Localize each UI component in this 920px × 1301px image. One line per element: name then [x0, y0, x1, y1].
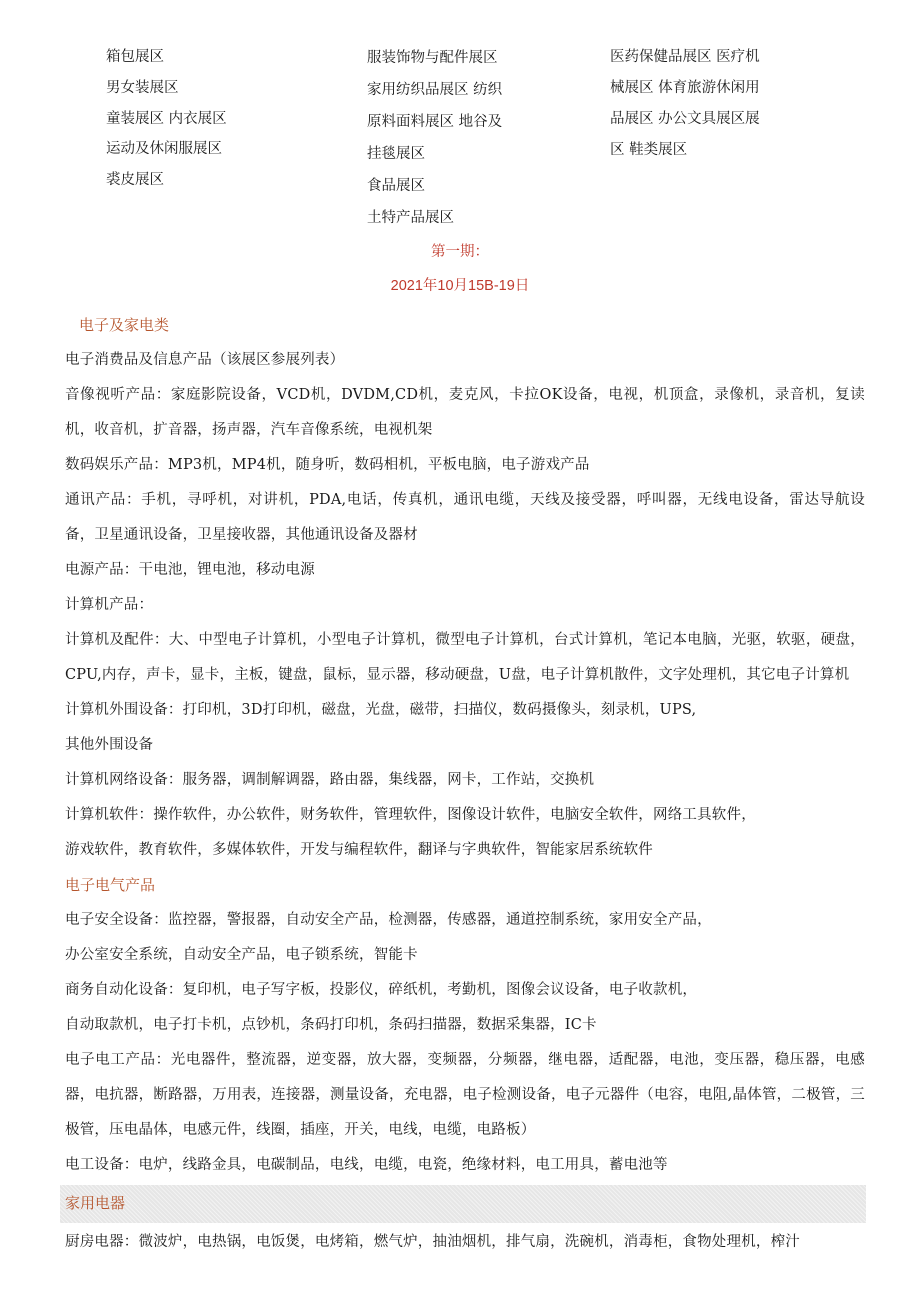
section-heading-appliances: 家用电器	[60, 1185, 866, 1223]
phase-title: 第一期：	[431, 244, 489, 260]
zone-line: 箱包展区	[106, 49, 164, 65]
zone-column-3	[610, 42, 760, 166]
zone-line: 土特产品展区	[367, 210, 454, 226]
paragraph-software-line-1: 计算机软件：操作软件，办公软件，财务软件，管理软件，图像设计软件，电脑安全软件，网络工具软件，	[65, 807, 756, 823]
zone-line: 童装展区 内衣展区	[106, 110, 227, 127]
zone-line: 男女装展区	[106, 79, 179, 96]
paragraph-peripherals-line-2: 其他外围设备	[65, 737, 154, 753]
zone-column-1	[106, 42, 227, 196]
paragraph-security-line-1: 电子安全设备：监控器，警报器，自动安全产品，检测器，传感器，通道控制系统，家用安全产品，	[65, 912, 712, 928]
paragraph-software-line-2: 游戏软件，教育软件，多媒体软件，开发与编程软件，翻译与字典软件，智能家居系统软件	[65, 842, 653, 858]
paragraph-security-line-2: 办公室安全系统，自动安全产品，电子锁系统，智能卡	[65, 947, 418, 963]
paragraph-peripherals-line-1: 计算机外围设备：打印机，3D打印机，磁盘，光盘，磁带，扫描仪，数码摄像头，刻录机，UPS,	[65, 702, 697, 718]
zone-line: 原料面料展区 地谷及	[367, 114, 503, 130]
paragraph-kitchen-appliances: 厨房电器：微波炉，电热锅，电饭煲，电烤箱，燃气炉，抽油烟机，排气扇，洗碗机，消毒柜，食物处理机，榨汁	[65, 1234, 800, 1250]
zone-line: 品展区 办公文具展区展	[610, 111, 760, 127]
zone-line: 械展区 体育旅游休闲用	[610, 80, 760, 96]
paragraph-computer-parts: 计算机及配件：大、中型电子计算机，小型电子计算机，微型电子计算机，台式计算机，笔记本电脑，光驱，软驱，硬盘，CPU,内存，声卡，显卡，主板，键盘，鼠标，显示器，移动硬盘，U盘，电子计算机散件，文字处理机，其它电子计算机	[65, 632, 865, 683]
phase-dates: 2021年10月15B-19日	[390, 278, 530, 294]
paragraph-digital-products: 数码娱乐产品：MP3机，MP4机，随身听，数码相机，平板电脑，电子游戏产品	[65, 457, 590, 473]
zone-line: 家用纺织品展区 纺织	[367, 82, 503, 98]
zone-line: 裘皮展区	[106, 172, 164, 189]
zone-column-2	[367, 42, 502, 234]
paragraph-network-devices: 计算机网络设备：服务器，调制解调器，路由器，集线器，网卡，工作站，交换机	[65, 772, 595, 788]
paragraph-communication-products: 通讯产品：手机，寻呼机，对讲机，PDA,电话，传真机，通讯电缆，天线及接受器，呼叫器，无线电设备，雷达导航设备，卫星通讯设备，卫星接收器，其他通讯设备及器材	[65, 492, 865, 543]
paragraph-av-products: 音像视听产品：家庭影院设备，VCD机，DVDM,CD机，麦克风，卡拉OK设备，电视，机顶盒，录像机，录音机，复读机，收音机，扩音器，扬声器，汽车音像系统，电视机架	[65, 387, 865, 438]
zone-line: 服装饰物与配件展区	[367, 50, 498, 66]
zone-line: 区 鞋类展区	[610, 142, 688, 158]
zone-line: 挂毯展区	[367, 146, 425, 162]
section-heading-electronics: 电子及家电类	[79, 316, 170, 334]
zone-line: 食品展区	[367, 178, 425, 194]
paragraph-electrical-products: 电子电工产品：光电器件，整流器，逆变器，放大器，变频器，分频器，继电器，适配器，电池，变压器，稳压器，电感器，电抗器，断路器，万用表，连接器，测量设备，充电器，电子检测设备，电子元器件（电容，电阻,晶体管，二极管，三极管，压电晶体，电感元件，线圈，插座，开关，电线，电缆，电路板）	[65, 1052, 865, 1138]
zone-line: 运动及休闲服展区	[106, 141, 222, 158]
section-heading-electrical: 电子电气产品	[65, 876, 156, 894]
paragraph-office-line-1: 商务自动化设备：复印机，电子写字板，投影仪，碎纸机，考勤机，图像会议设备，电子收款机，	[65, 982, 698, 998]
document-body	[65, 308, 865, 1260]
paragraph-computer-products: 计算机产品：	[65, 597, 154, 613]
paragraph-office-line-2: 自动取款机，电子打卡机，点钞机，条码打印机，条码扫描器，数据采集器，IC卡	[65, 1017, 597, 1033]
paragraph-power-products: 电源产品：干电池，锂电池，移动电源	[65, 562, 315, 578]
zone-line: 医药保健品展区 医疗机	[610, 49, 760, 65]
paragraph-consumer-info: 电子消费品及信息产品（该展区参展列表）	[65, 352, 345, 368]
paragraph-electrical-equipment: 电工设备：电炉，线路金具，电碳制品，电线，电缆，电瓷，绝缘材料，电工用具，蓄电池等	[65, 1157, 668, 1173]
